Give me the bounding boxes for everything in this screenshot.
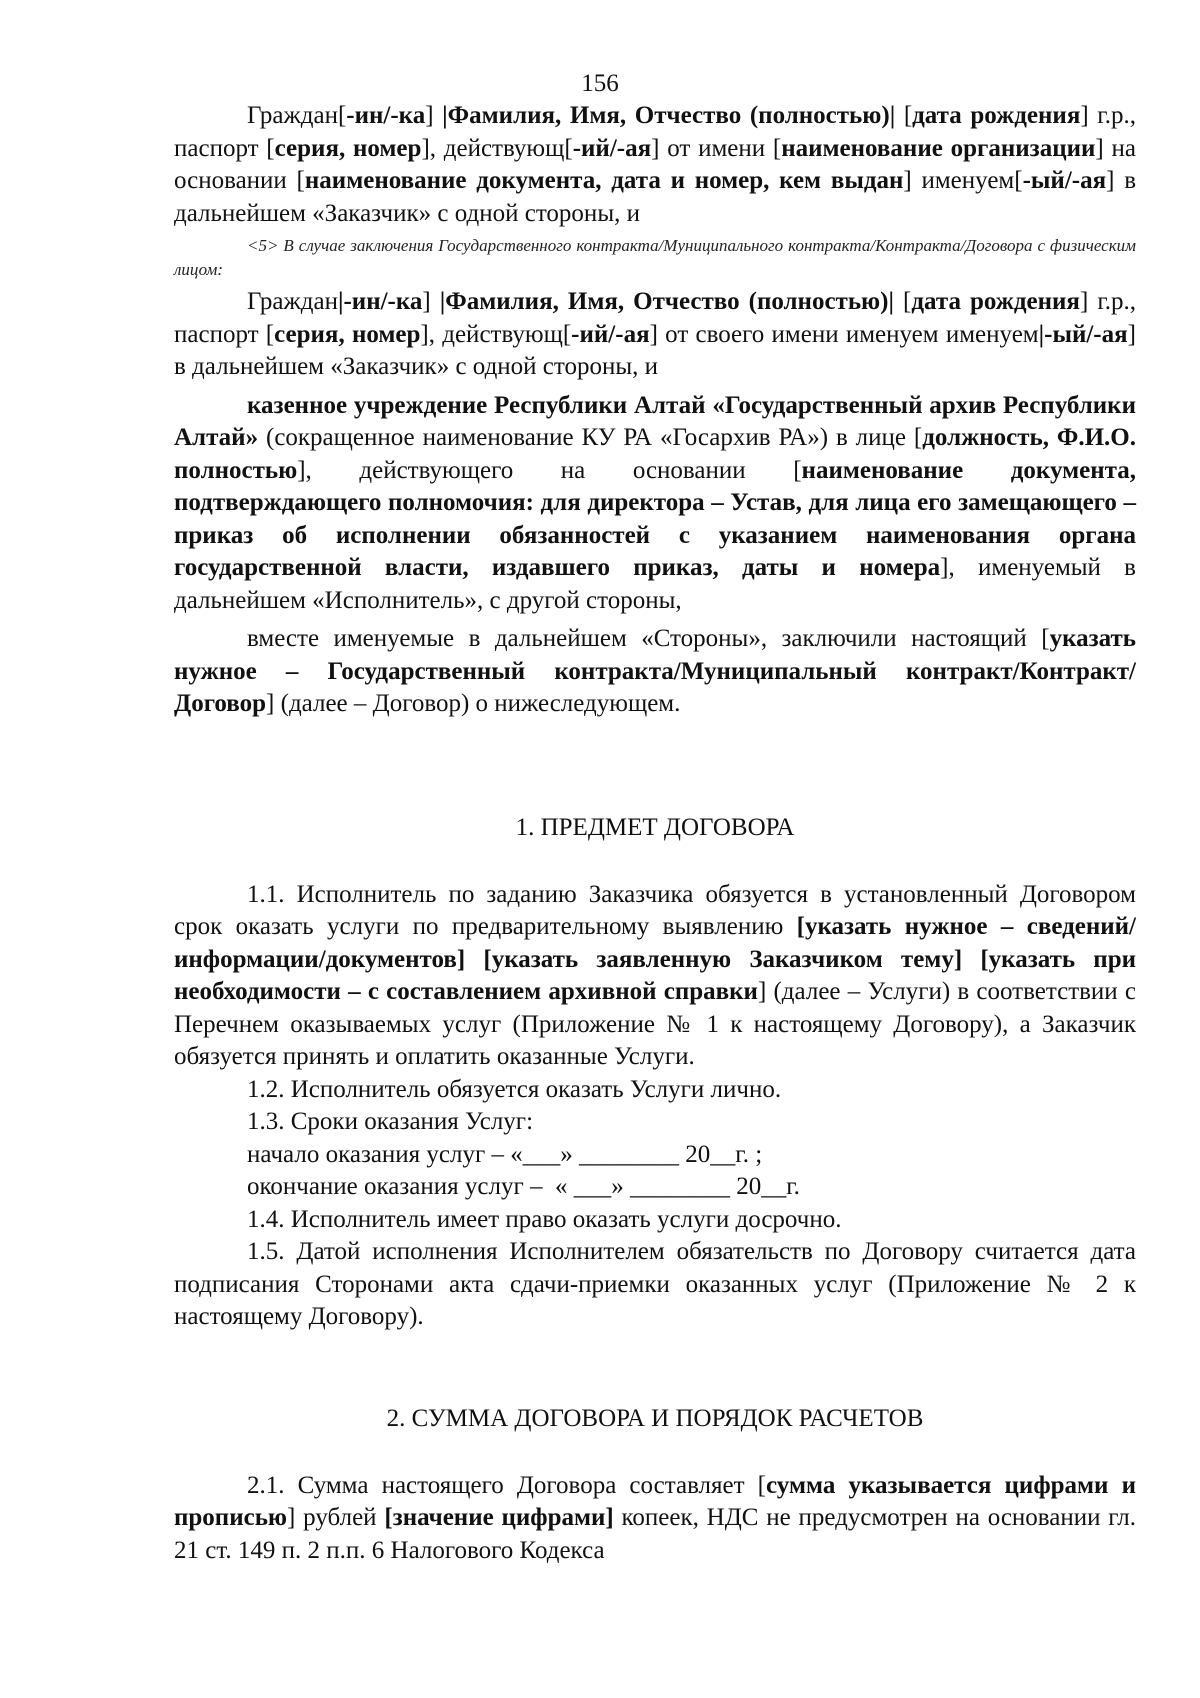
section-1-heading: 1. ПРЕДМЕТ ДОГОВОРА bbox=[515, 814, 795, 841]
section-2 bbox=[174, 1403, 1136, 1567]
page-number: 156 bbox=[581, 70, 619, 97]
preamble bbox=[174, 100, 1136, 721]
clause-1-2: 1.2. Исполнитель обязуется оказать Услуги лично. bbox=[247, 1075, 782, 1103]
section-1 bbox=[174, 812, 1136, 1334]
preamble-paragraph-4: вместе именуемые в дальнейшем «Стороны», заключили настоящий [указать нужное – Государственный контракта/Муниципальный контракт/Контракт/Договор] (далее – Договор) о нижеследующем. bbox=[174, 625, 1136, 717]
preamble-paragraph-2: Граждан|-ин/-ка] |Фамилия, Имя, Отчество (полностью)| [дата рождения] г.р., паспорт [серия, номер], действующ[-ий/-ая] от своего имени именуем именуем|-ый/-ая] в дальнейшем «Заказчик» с одной стороны, и bbox=[174, 288, 1137, 380]
clause-1-5: 1.5. Датой исполнения Исполнителем обязательств по Договору считается дата подписания Сторонами акта сдачи-приемки оказанных услуг (Приложение № 2 к настоящему Договору). bbox=[174, 1238, 1136, 1330]
clause-1-1: 1.1. Исполнитель по заданию Заказчика обязуется в установленный Договором срок оказать услуги по предварительному выявлению [указать нужное – сведений/информации/документов] [указать заявленную Заказчиком тему] [указать при необходимости – с составлением архивной справки] (далее – Услуги) в соответствии с Перечнем оказываемых услуг (Приложение № 1 к настоящему Договору), а Заказчик обязуется принять и оплатить оказанные Услуги. bbox=[174, 880, 1137, 1070]
start-date-line: начало оказания услуг – «___» ________ 20__г. ; bbox=[247, 1140, 763, 1168]
section-2-heading: 2. СУММА ДОГОВОРА И ПОРЯДОК РАСЧЕТОВ bbox=[386, 1405, 924, 1432]
clause-1-4: 1.4. Исполнитель имеет право оказать услуги досрочно. bbox=[247, 1205, 842, 1233]
preamble-paragraph-3: казенное учреждение Республики Алтай «Государственный архив Республики Алтай» (сокращенное наименование КУ РА «Госархив РА») в лице [должность, Ф.И.О. полностью], действующего на основании [наименование документа, подтверждающего полномочия: для директора – Устав, для лица его замещающего – приказ об исполнении обязанностей с указанием наименования органа государственной власти, издавшего приказ, даты и номера], именуемый в дальнейшем «Исполнитель», с другой стороны, bbox=[174, 391, 1136, 614]
preamble-paragraph-1: Граждан[-ин/-ка] |Фамилия, Имя, Отчество (полностью)| [дата рождения] г.р., паспорт [серия, номер], действующ[-ий/-ая] от имени [наименование организации] на основании [наименование документа, дата и номер, кем выдан] именуем[-ый/-ая] в дальнейшем «Заказчик» с одной стороны, и bbox=[174, 102, 1137, 227]
end-date-line: окончание оказания услуг – « ___» ________ 20__г. bbox=[247, 1173, 800, 1200]
clause-2-1: 2.1. Сумма настоящего Договора составляет [сумма указывается цифрами и прописью] рублей [значение цифрами] копеек, НДС не предусмотрен на основании гл. 21 ст. 149 п. 2 п.п. 6 Налогового Кодекса bbox=[174, 1471, 1136, 1564]
footnote-5: <5> В случае заключения Государственного контракта/Муниципального контракта/Контракта/Договора с физическим лицом: bbox=[174, 236, 1136, 279]
clause-1-3: 1.3. Сроки оказания Услуг: bbox=[247, 1108, 534, 1135]
